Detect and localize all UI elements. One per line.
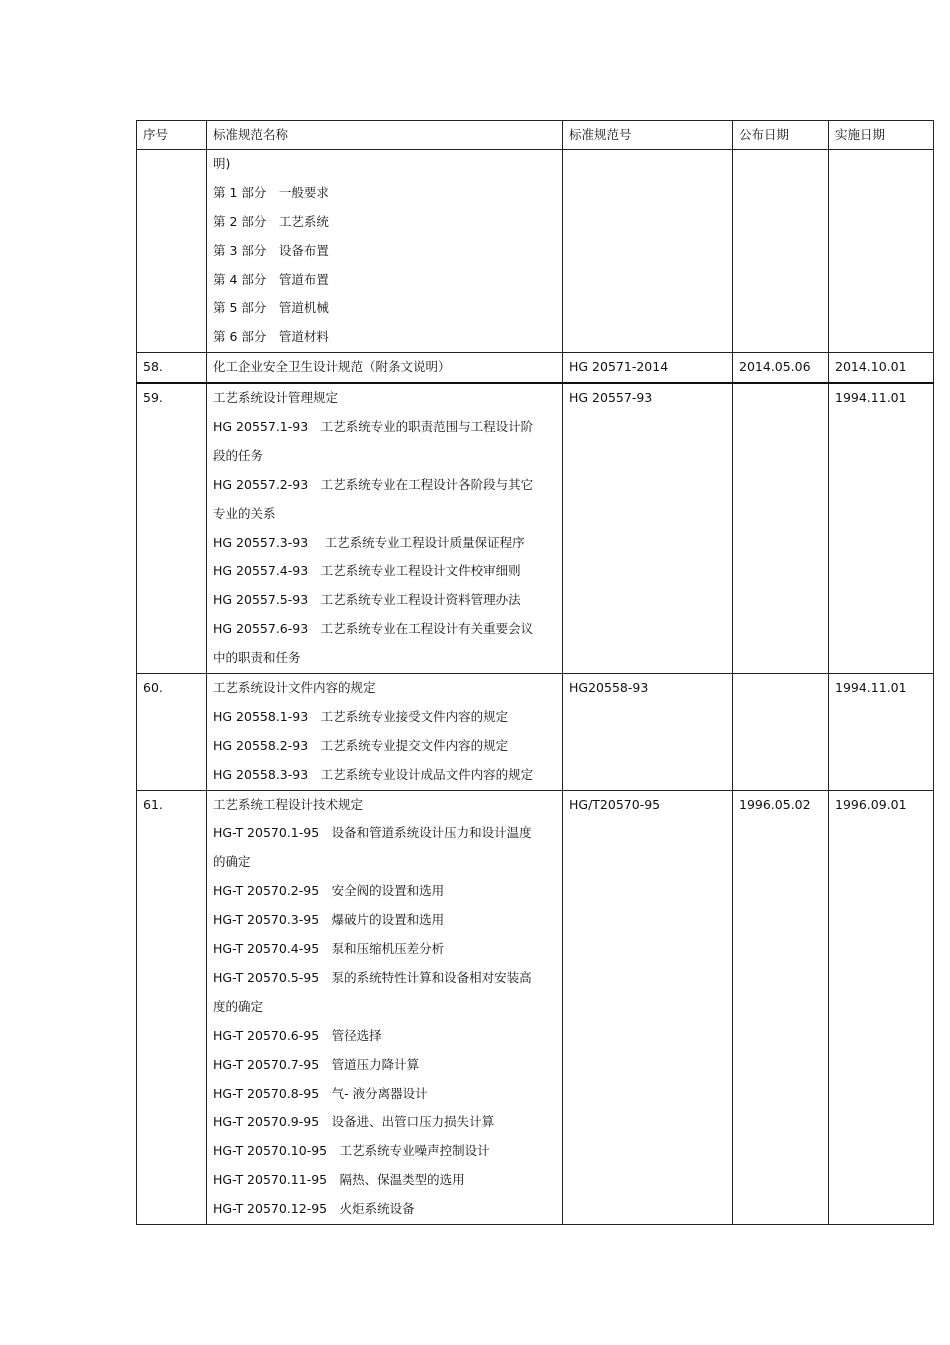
name-line: HG 20557.5-93 工艺系统专业工程设计资料管理办法 (213, 592, 521, 608)
name-line: HG-T 20570.11-95 隔热、保温类型的选用 (213, 1172, 465, 1188)
cell-code (563, 353, 733, 383)
name-line: 第 4 部分 管道布置 (213, 271, 329, 287)
cell-code (563, 383, 733, 673)
name-line: 第 5 部分 管道机械 (213, 300, 329, 316)
name-line: 第 3 部分 设备布置 (213, 242, 329, 258)
name-line: HG 20558.1-93 工艺系统专业接受文件内容的规定 (213, 708, 509, 724)
cell-name (207, 674, 563, 791)
name-line: 度的确定 (213, 998, 264, 1014)
cell-publish-date-text (739, 150, 818, 179)
name-line: HG 20558.3-93 工艺系统专业设计成品文件内容的规定 (213, 766, 534, 782)
cell-no (137, 353, 207, 383)
header-row (137, 121, 934, 150)
cell-publish-date-text: 2014.05.06 (739, 359, 811, 375)
cell-no-text (143, 150, 196, 179)
standards-table (136, 120, 934, 1225)
cell-name (207, 150, 563, 353)
name-line: 第 2 部分 工艺系统 (213, 213, 329, 229)
name-line: HG 20557.3-93 工艺系统专业工程设计质量保证程序 (213, 534, 525, 550)
cell-no (137, 790, 207, 1224)
cell-code-text (569, 150, 722, 179)
name-line: HG-T 20570.5-95 泵的系统特性计算和设备相对安装高 (213, 969, 532, 985)
cell-effective-date (829, 790, 934, 1224)
cell-effective-date-text: 1996.09.01 (835, 796, 907, 812)
name-line: 中的职责和任务 (213, 650, 301, 666)
name-line: HG 20557.4-93 工艺系统专业工程设计文件校审细则 (213, 563, 521, 579)
name-line: 工艺系统设计文件内容的规定 (213, 680, 376, 696)
name-line: HG-T 20570.7-95 管道压力降计算 (213, 1056, 420, 1072)
name-line: 第 1 部分 一般要求 (213, 184, 329, 200)
cell-code-text: HG 20557-93 (569, 390, 653, 406)
cell-code (563, 790, 733, 1224)
name-line: HG-T 20570.10-95 工艺系统专业噪声控制设计 (213, 1143, 490, 1159)
table-row (137, 353, 934, 383)
name-line: HG-T 20570.1-95 设备和管道系统设计压力和设计温度 (213, 825, 532, 841)
name-line: 的确定 (213, 854, 251, 870)
cell-effective-date-text: 1994.11.01 (835, 680, 907, 696)
name-line: 化工企业安全卫生设计规范（附条文说明） (213, 359, 451, 375)
cell-code-text: HG/T20570-95 (569, 796, 661, 812)
cell-publish-date (733, 150, 829, 353)
name-line: HG-T 20570.2-95 安全阀的设置和选用 (213, 883, 445, 899)
cell-publish-date (733, 353, 829, 383)
name-line: HG-T 20570.12-95 火炬系统设备 (213, 1201, 415, 1217)
name-line: HG 20557.1-93 工艺系统专业的职责范围与工程设计阶 (213, 419, 534, 435)
name-line: HG 20557.6-93 工艺系统专业在工程设计有关重要会议 (213, 621, 534, 637)
cell-publish-date (733, 790, 829, 1224)
name-line: HG 20558.2-93 工艺系统专业提交文件内容的规定 (213, 737, 509, 753)
name-line: HG 20557.2-93 工艺系统专业在工程设计各阶段与其它 (213, 476, 534, 492)
name-line: HG-T 20570.8-95 气- 液分离器设计 (213, 1085, 428, 1101)
cell-code-text: HG 20571-2014 (569, 359, 669, 375)
cell-no (137, 150, 207, 353)
name-line: 专业的关系 (213, 505, 276, 521)
table-row (137, 150, 934, 353)
name-line: 第 6 部分 管道材料 (213, 329, 329, 345)
cell-no (137, 674, 207, 791)
cell-no-text: 59. (143, 390, 163, 406)
cell-effective-date (829, 383, 934, 673)
name-line: 工艺系统工程设计技术规定 (213, 796, 364, 812)
cell-publish-date-text (739, 384, 818, 413)
table-row (137, 383, 934, 673)
cell-publish-date-text: 1996.05.02 (739, 796, 811, 812)
cell-code-text: HG20558-93 (569, 680, 649, 696)
cell-name (207, 353, 563, 383)
name-line: 工艺系统设计管理规定 (213, 390, 339, 406)
name-line: HG-T 20570.3-95 爆破片的设置和选用 (213, 912, 445, 928)
name-line: HG-T 20570.4-95 泵和压缩机压差分析 (213, 941, 445, 957)
name-line: HG-T 20570.6-95 管径选择 (213, 1027, 382, 1043)
cell-publish-date (733, 674, 829, 791)
cell-effective-date (829, 353, 934, 383)
header-name: 标准规范名称 (207, 121, 563, 150)
cell-effective-date-text: 2014.10.01 (835, 359, 907, 375)
name-line: HG-T 20570.9-95 设备进、出管口压力损失计算 (213, 1114, 495, 1130)
cell-name (207, 790, 563, 1224)
cell-no-text: 58. (143, 359, 163, 375)
cell-effective-date-text: 1994.11.01 (835, 390, 907, 406)
table-row (137, 790, 934, 1224)
cell-effective-date (829, 150, 934, 353)
cell-effective-date-text (835, 150, 923, 179)
name-line: 明) (213, 156, 231, 171)
cell-publish-date (733, 383, 829, 673)
header-publish-date: 公布日期 (733, 121, 829, 150)
header-no: 序号 (137, 121, 207, 150)
cell-no-text: 61. (143, 796, 163, 812)
header-effective-date: 实施日期 (829, 121, 934, 150)
cell-code (563, 150, 733, 353)
table-body (137, 150, 934, 1225)
header-code: 标准规范号 (563, 121, 733, 150)
cell-publish-date-text (739, 674, 818, 703)
cell-effective-date (829, 674, 934, 791)
cell-no (137, 383, 207, 673)
cell-code (563, 674, 733, 791)
table-row (137, 674, 934, 791)
cell-no-text: 60. (143, 680, 163, 696)
name-line: 段的任务 (213, 447, 264, 463)
cell-name (207, 383, 563, 673)
